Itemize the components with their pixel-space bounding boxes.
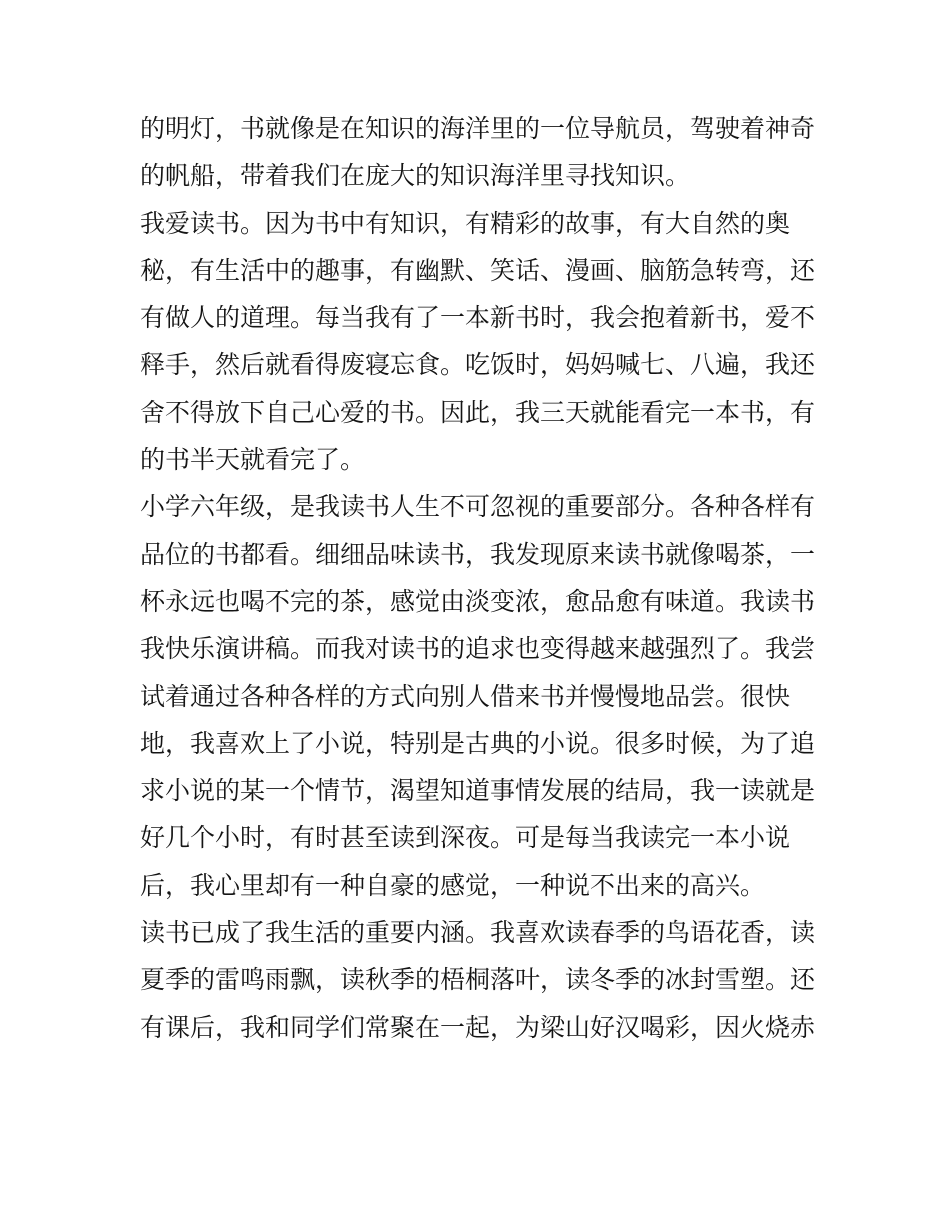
text-line: 舍不得放下自己心爱的书。因此，我三天就能看完一本书，有 (140, 397, 816, 427)
text-line: 品位的书都看。细细品味读书，我发现原来读书就像喝茶，一 (140, 539, 816, 569)
text-line: 我快乐演讲稿。而我对读书的追求也变得越来越强烈了。我尝 (140, 634, 816, 664)
text-line: 的帆船，带着我们在庞大的知识海洋里寻找知识。 (140, 161, 691, 191)
text-line: 夏季的雷鸣雨飘，读秋季的梧桐落叶，读冬季的冰封雪塑。还 (140, 965, 816, 995)
text-line: 试着通过各种各样的方式向别人借来书并慢慢地品尝。很快 (140, 681, 791, 711)
text-line: 释手，然后就看得废寝忘食。吃饭时，妈妈喊七、八遍，我还 (140, 350, 816, 380)
text-line: 有课后，我和同学们常聚在一起，为梁山好汉喝彩，因火烧赤 (140, 1012, 816, 1042)
text-line: 杯永远也喝不完的茶，感觉由淡变浓，愈品愈有味道。我读书 (140, 586, 816, 616)
text-line: 地，我喜欢上了小说，特别是古典的小说。很多时候，为了追 (140, 728, 816, 758)
text-line: 的明灯，书就像是在知识的海洋里的一位导航员，驾驶着神奇 (140, 114, 816, 143)
text-line: 后，我心里却有一种自豪的感觉，一种说不出来的高兴。 (140, 870, 766, 900)
text-line: 秘，有生活中的趣事，有幽默、笑话、漫画、脑筋急转弯，还 (140, 255, 816, 285)
text-line: 求小说的某一个情节，渴望知道事情发展的结局，我一读就是 (140, 776, 816, 806)
text-line: 读书已成了我生活的重要内涵。我喜欢读春季的鸟语花香，读 (140, 918, 816, 948)
text-line: 好几个小时，有时甚至读到深夜。可是每当我读完一本小说 (140, 823, 791, 853)
text-line: 的书半天就看完了。 (140, 445, 366, 475)
text-line: 小学六年级，是我读书人生不可忽视的重要部分。各种各样有 (140, 492, 816, 522)
text-line: 有做人的道理。每当我有了一本新书时，我会抱着新书，爱不 (140, 303, 816, 333)
text-line: 我爱读书。因为书中有知识，有精彩的故事，有大自然的奥 (140, 208, 791, 238)
body-text (140, 105, 820, 1051)
